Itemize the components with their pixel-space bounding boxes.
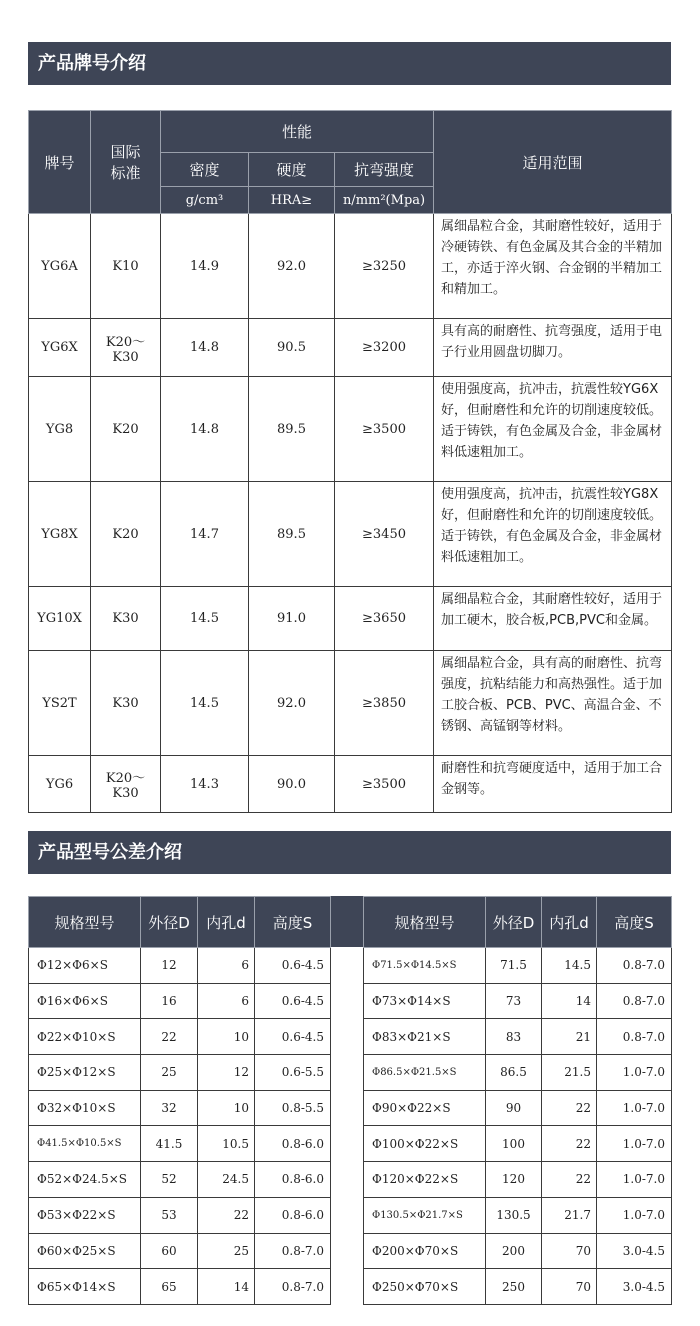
standard-cell: K30 [91, 587, 161, 651]
table-row [29, 651, 672, 756]
od-cell: 100 [486, 1126, 542, 1162]
table-row [29, 1126, 331, 1162]
model-cell: Φ25×Φ12×S [29, 1055, 141, 1091]
table-row [364, 1055, 672, 1091]
table-row [364, 948, 672, 984]
header-strength-unit: n/mm²(Mpa) [335, 187, 434, 214]
table-row [364, 1126, 672, 1162]
model-cell: Φ130.5×Φ21.7×S [364, 1197, 486, 1233]
height-cell: 1.0-7.0 [597, 1126, 672, 1162]
strength-cell: ≥3250 [335, 214, 434, 319]
height-cell: 3.0-4.5 [597, 1233, 672, 1269]
height-cell: 0.6-5.5 [255, 1055, 331, 1091]
density-cell: 14.8 [161, 377, 249, 482]
height-cell: 0.8-7.0 [597, 1019, 672, 1055]
description-cell: 耐磨性和抗弯硬度适中，适用于加工合金钢等。 [434, 756, 672, 813]
height-cell: 0.6-4.5 [255, 1019, 331, 1055]
height-cell: 1.0-7.0 [597, 1162, 672, 1198]
strength-cell: ≥3200 [335, 319, 434, 377]
table-row [364, 1162, 672, 1198]
od-cell: 16 [141, 983, 198, 1019]
table-row [29, 587, 672, 651]
od-cell: 200 [486, 1233, 542, 1269]
grade-cell: YG8 [29, 377, 91, 482]
od-cell: 41.5 [141, 1126, 198, 1162]
strength-cell: ≥3650 [335, 587, 434, 651]
id-cell: 14.5 [542, 948, 597, 984]
model-cell: Φ73×Φ14×S [364, 983, 486, 1019]
standard-cell: K20～K30 [91, 756, 161, 813]
table-row [364, 1197, 672, 1233]
table-row [29, 1055, 331, 1091]
header-model: 规格型号 [364, 897, 486, 948]
model-cell: Φ250×Φ70×S [364, 1269, 486, 1305]
grade-table [28, 110, 672, 813]
height-cell: 1.0-7.0 [597, 1055, 672, 1091]
density-cell: 14.7 [161, 482, 249, 587]
id-cell: 6 [198, 948, 255, 984]
model-cell: Φ71.5×Φ14.5×S [364, 948, 486, 984]
od-cell: 86.5 [486, 1055, 542, 1091]
table-row [364, 1269, 672, 1305]
height-cell: 0.8-7.0 [597, 948, 672, 984]
grade-cell: YG8X [29, 482, 91, 587]
header-range: 适用范围 [434, 111, 672, 214]
grade-cell: YG10X [29, 587, 91, 651]
description-cell: 属细晶粒合金，具有高的耐磨性、抗弯强度，抗粘结能力和高热强性。适于加工胶合板、PCB、PVC、高温合金、不锈钢、高锰钢等材料。 [434, 651, 672, 756]
description-cell: 使用强度高，抗冲击，抗震性较YG6X好，但耐磨性和允许的切削速度较低。适于铸铁，有色金属及合金，非金属材料低速粗加工。 [434, 377, 672, 482]
table-row [29, 377, 672, 482]
od-cell: 53 [141, 1197, 198, 1233]
table-row [29, 319, 672, 377]
od-cell: 73 [486, 983, 542, 1019]
height-cell: 0.6-4.5 [255, 948, 331, 984]
hardness-cell: 90.5 [249, 319, 335, 377]
header-height: 高度S [597, 897, 672, 948]
od-cell: 32 [141, 1090, 198, 1126]
id-cell: 24.5 [198, 1162, 255, 1198]
grade-cell: YG6 [29, 756, 91, 813]
model-cell: Φ120×Φ22×S [364, 1162, 486, 1198]
id-cell: 12 [198, 1055, 255, 1091]
table-row [29, 482, 672, 587]
height-cell: 0.8-6.0 [255, 1126, 331, 1162]
hardness-cell: 89.5 [249, 482, 335, 587]
id-cell: 22 [542, 1162, 597, 1198]
header-id: 内孔d [542, 897, 597, 948]
table-row [364, 1233, 672, 1269]
id-cell: 70 [542, 1233, 597, 1269]
hardness-cell: 90.0 [249, 756, 335, 813]
grade-cell: YG6A [29, 214, 91, 319]
section-title-tolerance: 产品型号公差介绍 [28, 831, 671, 874]
od-cell: 22 [141, 1019, 198, 1055]
density-cell: 14.5 [161, 587, 249, 651]
strength-cell: ≥3450 [335, 482, 434, 587]
id-cell: 10.5 [198, 1126, 255, 1162]
strength-cell: ≥3500 [335, 756, 434, 813]
hardness-cell: 92.0 [249, 214, 335, 319]
header-od: 外径D [486, 897, 542, 948]
standard-cell: K30 [91, 651, 161, 756]
description-cell: 属细晶粒合金，其耐磨性较好，适用于加工硬木，胶合板,PCB,PVC和金属。 [434, 587, 672, 651]
density-cell: 14.5 [161, 651, 249, 756]
description-cell: 使用强度高，抗冲击，抗震性较YG8X好，但耐磨性和允许的切削速度较低。适于铸铁，有色金属及合金，非金属材料低速粗加工。 [434, 482, 672, 587]
description-cell: 属细晶粒合金，其耐磨性较好，适用于冷硬铸铁、有色金属及其合金的半精加工，亦适于淬火钢、合金钢的半精加工和精加工。 [434, 214, 672, 319]
header-hardness-unit: HRA≥ [249, 187, 335, 214]
header-od: 外径D [141, 897, 198, 948]
height-cell: 0.8-7.0 [597, 983, 672, 1019]
id-cell: 22 [198, 1197, 255, 1233]
model-cell: Φ200×Φ70×S [364, 1233, 486, 1269]
od-cell: 250 [486, 1269, 542, 1305]
table-row [364, 1090, 672, 1126]
table-row [364, 1019, 672, 1055]
hardness-cell: 91.0 [249, 587, 335, 651]
grade-cell: YG6X [29, 319, 91, 377]
od-cell: 25 [141, 1055, 198, 1091]
od-cell: 52 [141, 1162, 198, 1198]
header-model: 规格型号 [29, 897, 141, 948]
header-density-unit: g/cm³ [161, 187, 249, 214]
id-cell: 6 [198, 983, 255, 1019]
tolerance-table-right [363, 896, 672, 1305]
model-cell: Φ52×Φ24.5×S [29, 1162, 141, 1198]
id-cell: 21.7 [542, 1197, 597, 1233]
id-cell: 70 [542, 1269, 597, 1305]
height-cell: 0.8-6.0 [255, 1197, 331, 1233]
id-cell: 10 [198, 1090, 255, 1126]
density-cell: 14.3 [161, 756, 249, 813]
od-cell: 65 [141, 1269, 198, 1305]
od-cell: 120 [486, 1162, 542, 1198]
header-gap [330, 896, 363, 947]
tolerance-table-left [28, 896, 331, 1305]
table-row [29, 948, 331, 984]
standard-cell: K20 [91, 377, 161, 482]
description-cell: 具有高的耐磨性、抗弯强度，适用于电子行业用圆盘切脚刀。 [434, 319, 672, 377]
od-cell: 130.5 [486, 1197, 542, 1233]
model-cell: Φ32×Φ10×S [29, 1090, 141, 1126]
height-cell: 3.0-4.5 [597, 1269, 672, 1305]
id-cell: 22 [542, 1090, 597, 1126]
table-row [29, 1090, 331, 1126]
id-cell: 21 [542, 1019, 597, 1055]
header-performance: 性能 [161, 111, 434, 153]
height-cell: 0.8-6.0 [255, 1162, 331, 1198]
table-row [29, 1162, 331, 1198]
od-cell: 60 [141, 1233, 198, 1269]
density-cell: 14.8 [161, 319, 249, 377]
table-row [364, 983, 672, 1019]
height-cell: 1.0-7.0 [597, 1090, 672, 1126]
table-row [29, 1197, 331, 1233]
od-cell: 12 [141, 948, 198, 984]
table-row [29, 214, 672, 319]
model-cell: Φ12×Φ6×S [29, 948, 141, 984]
table-row [29, 983, 331, 1019]
id-cell: 21.5 [542, 1055, 597, 1091]
table-row [29, 1269, 331, 1305]
model-cell: Φ41.5×Φ10.5×S [29, 1126, 141, 1162]
model-cell: Φ83×Φ21×S [364, 1019, 486, 1055]
standard-cell: K10 [91, 214, 161, 319]
od-cell: 90 [486, 1090, 542, 1126]
id-cell: 10 [198, 1019, 255, 1055]
header-height: 高度S [255, 897, 331, 948]
model-cell: Φ60×Φ25×S [29, 1233, 141, 1269]
model-cell: Φ86.5×Φ21.5×S [364, 1055, 486, 1091]
id-cell: 22 [542, 1126, 597, 1162]
table-row [29, 756, 672, 813]
height-cell: 0.8-7.0 [255, 1269, 331, 1305]
header-density: 密度 [161, 153, 249, 187]
height-cell: 1.0-7.0 [597, 1197, 672, 1233]
strength-cell: ≥3850 [335, 651, 434, 756]
id-cell: 25 [198, 1233, 255, 1269]
model-cell: Φ53×Φ22×S [29, 1197, 141, 1233]
model-cell: Φ16×Φ6×S [29, 983, 141, 1019]
model-cell: Φ22×Φ10×S [29, 1019, 141, 1055]
height-cell: 0.8-7.0 [255, 1233, 331, 1269]
section-title-grades: 产品牌号介绍 [28, 42, 671, 85]
table-row [29, 1233, 331, 1269]
model-cell: Φ90×Φ22×S [364, 1090, 486, 1126]
height-cell: 0.6-4.5 [255, 983, 331, 1019]
od-cell: 83 [486, 1019, 542, 1055]
height-cell: 0.8-5.5 [255, 1090, 331, 1126]
id-cell: 14 [542, 983, 597, 1019]
table-row [29, 1019, 331, 1055]
header-id: 内孔d [198, 897, 255, 948]
od-cell: 71.5 [486, 948, 542, 984]
header-standard: 国际标准 [91, 111, 161, 214]
model-cell: Φ65×Φ14×S [29, 1269, 141, 1305]
hardness-cell: 89.5 [249, 377, 335, 482]
id-cell: 14 [198, 1269, 255, 1305]
standard-cell: K20 [91, 482, 161, 587]
model-cell: Φ100×Φ22×S [364, 1126, 486, 1162]
standard-cell: K20～K30 [91, 319, 161, 377]
header-strength: 抗弯强度 [335, 153, 434, 187]
strength-cell: ≥3500 [335, 377, 434, 482]
density-cell: 14.9 [161, 214, 249, 319]
header-grade: 牌号 [29, 111, 91, 214]
grade-cell: YS2T [29, 651, 91, 756]
hardness-cell: 92.0 [249, 651, 335, 756]
header-hardness: 硬度 [249, 153, 335, 187]
